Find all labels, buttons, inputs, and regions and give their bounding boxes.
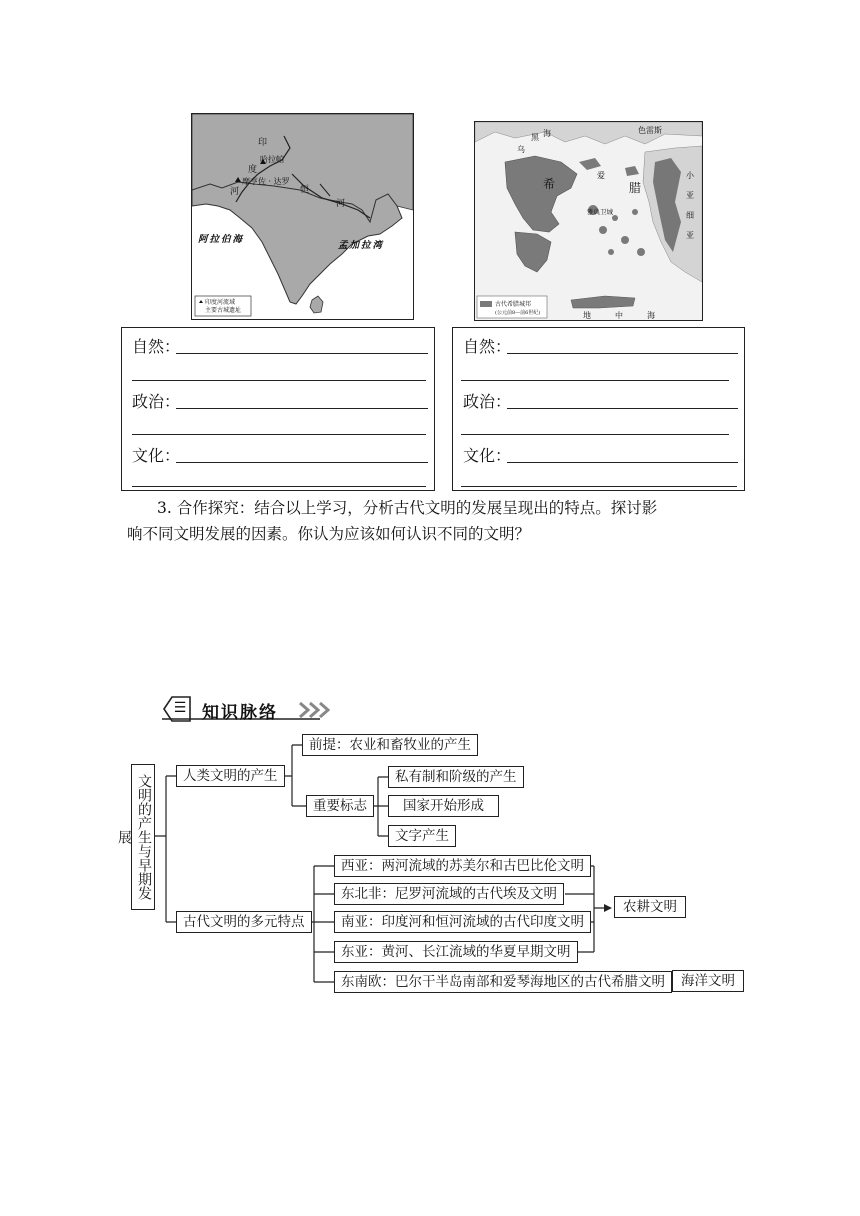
label-ganges-2: 河 bbox=[336, 199, 346, 209]
label-med-3: 海 bbox=[647, 311, 655, 320]
label-greece-2: 腊 bbox=[629, 181, 642, 195]
culture-label: 文化： bbox=[132, 446, 181, 465]
label-athens: 雅典卫城 bbox=[587, 208, 613, 216]
label-harappa: 哈拉帕 bbox=[260, 155, 284, 164]
label-asia-minor-4: 亚 bbox=[686, 231, 694, 240]
item-southeast-europe: 东南欧：巴尔干半岛南部和爱琴海地区的古代希腊文明 bbox=[334, 971, 672, 993]
item-east-asia: 东亚：黄河、长江流域的华夏早期文明 bbox=[334, 941, 578, 963]
item-south-asia: 南亚：印度河和恒河流域的古代印度文明 bbox=[334, 911, 591, 933]
label-asia-minor-2: 亚 bbox=[686, 191, 694, 200]
list-icon: ☰ bbox=[173, 700, 187, 716]
label-black-sea-2: 海 bbox=[543, 129, 551, 138]
item-northeast-africa: 东北非：尼罗河流域的古代埃及文明 bbox=[334, 883, 564, 905]
label-asia-minor-3: 细 bbox=[686, 211, 694, 220]
branch-human-civilization: 人类文明的产生 bbox=[176, 765, 285, 787]
legend-india-2: 主要古城遗址 bbox=[205, 307, 242, 314]
label-asia-minor-1: 小 bbox=[686, 171, 694, 180]
label-bay-of-bengal: 孟加拉湾 bbox=[338, 240, 385, 251]
label-med-2: 中 bbox=[615, 311, 623, 320]
sign-item-private-ownership: 私有制和阶级的产生 bbox=[388, 766, 524, 788]
nature-label: 自然： bbox=[132, 337, 181, 356]
agricultural-civilization-box: 农耕文明 bbox=[614, 896, 686, 918]
legend-india-1: 印度河流域 bbox=[205, 299, 236, 306]
knowledge-map-title: 知识脉络 bbox=[202, 703, 278, 723]
politics-label: 政治： bbox=[463, 392, 512, 411]
label-black-sea-u: 乌 bbox=[517, 145, 525, 154]
branch-diverse-features: 古代文明的多元特点 bbox=[176, 911, 312, 933]
politics-label: 政治： bbox=[132, 392, 181, 411]
legend-greece-2: (公元前8—前6世纪) bbox=[495, 310, 541, 316]
label-med-1: 地 bbox=[583, 311, 591, 320]
label-thrace: 色雷斯 bbox=[638, 126, 662, 135]
label-mohenjo-daro: 摩亨佐 · 达罗 bbox=[242, 177, 290, 186]
premise-box: 前提：农业和畜牧业的产生 bbox=[302, 734, 478, 756]
sign-item-state: 国家开始形成 bbox=[388, 795, 499, 817]
label-indus-2: 度 bbox=[248, 165, 258, 175]
sign-item-writing: 文字产生 bbox=[388, 825, 456, 847]
signs-box: 重要标志 bbox=[306, 795, 374, 817]
nature-label: 自然： bbox=[463, 337, 512, 356]
label-aegean: 爱 bbox=[597, 171, 605, 180]
question-line-1: 3. 合作探究：结合以上学习，分析古代文明的发展呈现出的特点。探讨影 bbox=[157, 499, 658, 517]
legend-greece-1: 古代希腊城邦 bbox=[495, 301, 532, 308]
label-ganges-1: 恒 bbox=[300, 185, 310, 195]
ocean-civilization-box: 海洋文明 bbox=[672, 970, 744, 992]
item-west-asia: 西亚：两河流域的苏美尔和古巴比伦文明 bbox=[334, 855, 591, 877]
label-indus-1: 印 bbox=[258, 138, 268, 148]
label-arabian-sea: 阿拉伯海 bbox=[198, 234, 245, 245]
root-label: 文明的产生与早期发展 bbox=[116, 774, 152, 900]
knowledge-map-root bbox=[116, 764, 155, 910]
culture-label: 文化： bbox=[463, 446, 512, 465]
label-indus-3: 河 bbox=[230, 187, 240, 197]
label-greece-1: 希 bbox=[543, 177, 556, 191]
label-black-sea: 黑 bbox=[531, 133, 539, 142]
question-line-2: 响不同文明发展的因素。你认为应该如何认识不同的文明？ bbox=[127, 525, 531, 543]
